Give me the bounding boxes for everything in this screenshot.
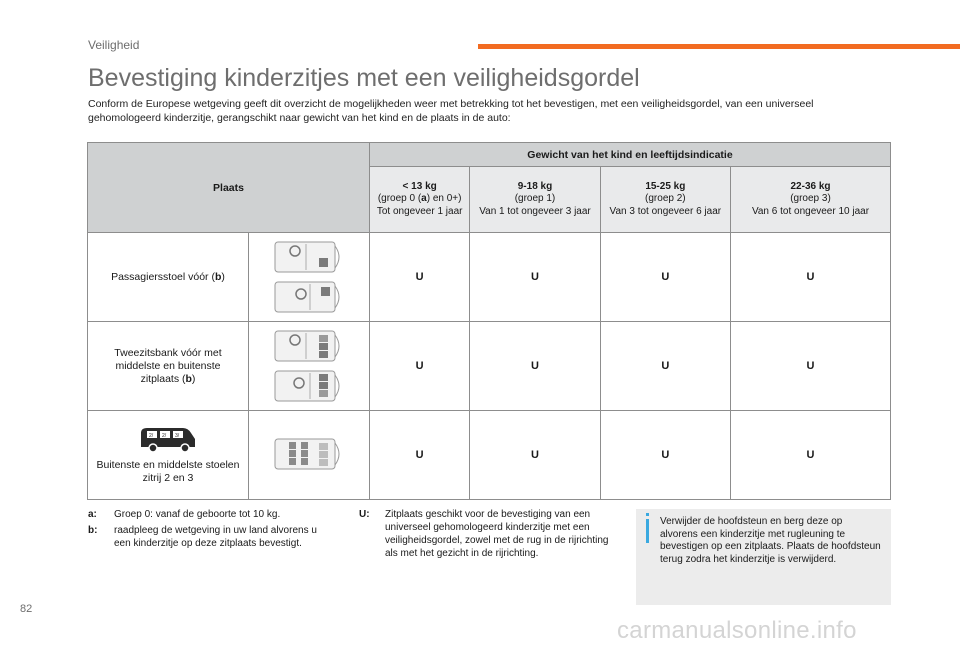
- van-top-view-icon: [273, 369, 345, 403]
- footnote-key: b:: [88, 525, 98, 536]
- info-text: Verwijder de hoofdsteun en berg deze op alvorens een kinderzitje met rugleuning te bevestigen op een zitplaats. Plaats de hoofdsteun terug zodra het kinderzitje is verwijderd.: [660, 516, 881, 565]
- group-label: (groep 0 (a) en 0+): [377, 193, 462, 205]
- van-side-icon: [139, 425, 197, 453]
- suitability-value: U: [600, 233, 730, 322]
- suitability-value: U: [370, 322, 470, 411]
- footnote-a: [88, 508, 336, 521]
- suitability-value: U: [600, 322, 730, 411]
- group-weight: 22-36 kg: [790, 180, 831, 192]
- group-age: Van 3 tot ongeveer 6 jaar: [609, 205, 722, 217]
- group-header-3: [731, 167, 891, 233]
- info-icon-bar: [646, 519, 649, 543]
- group-label: (groep 2): [645, 193, 686, 205]
- van-rear-rows-seat-diagram: [249, 411, 370, 500]
- van-top-view-icon: [273, 280, 345, 314]
- van-front-bench-seat-diagram: [249, 322, 370, 411]
- group-age: Tot ongeveer 1 jaar: [376, 205, 463, 217]
- footnote-u: [359, 508, 615, 563]
- suitability-value: U: [731, 411, 891, 500]
- weight-header: Gewicht van het kind en leeftijdsindicatie: [370, 143, 891, 167]
- group-age: Van 1 tot ongeveer 3 jaar: [479, 205, 591, 217]
- intro-paragraph: Conform de Europese wetgeving geeft dit overzicht de mogelijkheden weer met betrekking tot het bevestigen, met een veiligheidsgordel, van een universeel gehomologeerd kinderzitje, gerangschikt naar gewicht van het kind en de plaats in de auto:: [88, 98, 814, 124]
- group-weight: 15-25 kg: [645, 180, 686, 192]
- footnote-text: Zitplaats geschikt voor de bevestiging van een universeel gehomologeerd kinderzitje met een veiligheidsgordel, zowel met de rug in de rijrichting als met het gezicht in de rijrichting.: [385, 509, 609, 559]
- footnote-key: U:: [359, 509, 370, 520]
- suitability-value: U: [470, 411, 600, 500]
- watermark: carmanualsonline.info: [617, 617, 857, 644]
- suitability-value: U: [470, 322, 600, 411]
- group-header-1: [470, 167, 600, 233]
- suitability-value: U: [731, 322, 891, 411]
- van-top-view-icon: [273, 437, 345, 471]
- section-accent-bar: [478, 44, 960, 49]
- place-cell: Passagiersstoel vóór (b): [88, 233, 249, 322]
- footnote-key: a:: [88, 509, 97, 520]
- footnote-text: raadpleeg de wetgeving in uw land alvorens u een kinderzitje op deze zitplaats bevestigt.: [114, 525, 317, 549]
- group-age: Van 6 tot ongeveer 10 jaar: [751, 205, 870, 217]
- suitability-value: U: [731, 233, 891, 322]
- place-header: Plaats: [88, 143, 370, 233]
- group-weight: 9-18 kg: [517, 180, 553, 192]
- van-top-view-icon: [273, 329, 345, 363]
- section-label: Veiligheid: [88, 38, 140, 52]
- footnote-text: Groep 0: vanaf de geboorte tot 10 kg.: [114, 509, 281, 520]
- group-label: (groep 1): [514, 193, 556, 205]
- page-number: 82: [20, 603, 33, 615]
- suitability-value: U: [370, 411, 470, 500]
- suitability-value: U: [370, 233, 470, 322]
- table-header-row: [88, 143, 891, 167]
- info-box: [636, 509, 891, 605]
- svg-text:2/: 2/: [162, 433, 167, 439]
- info-icon: [646, 513, 649, 516]
- footnote-b: [88, 524, 336, 550]
- child-seat-table: [87, 142, 891, 500]
- group-weight: < 13 kg: [402, 180, 437, 192]
- footnotes: [88, 508, 336, 553]
- page-title: Bevestiging kinderzitjes met een veiligheidsgordel: [88, 64, 640, 92]
- table-row: [88, 322, 891, 411]
- place-cell: Tweezitsbank vóór met middelste en buitenste zitplaats (b): [88, 322, 249, 411]
- suitability-value: U: [470, 233, 600, 322]
- group-header-0: [370, 167, 470, 233]
- table-row: [88, 233, 891, 322]
- group-label: (groep 3): [790, 193, 831, 205]
- group-header-2: [600, 167, 730, 233]
- van-front-passenger-seat-diagram: [249, 233, 370, 322]
- place-cell: 2/ 2/ 3/ Buitenste en middelste stoelen zitrij 2 en 3: [88, 411, 249, 500]
- table-row: [88, 411, 891, 500]
- svg-text:2/: 2/: [149, 433, 154, 439]
- suitability-value: U: [600, 411, 730, 500]
- van-top-view-icon: [273, 240, 345, 274]
- svg-text:3/: 3/: [175, 433, 180, 439]
